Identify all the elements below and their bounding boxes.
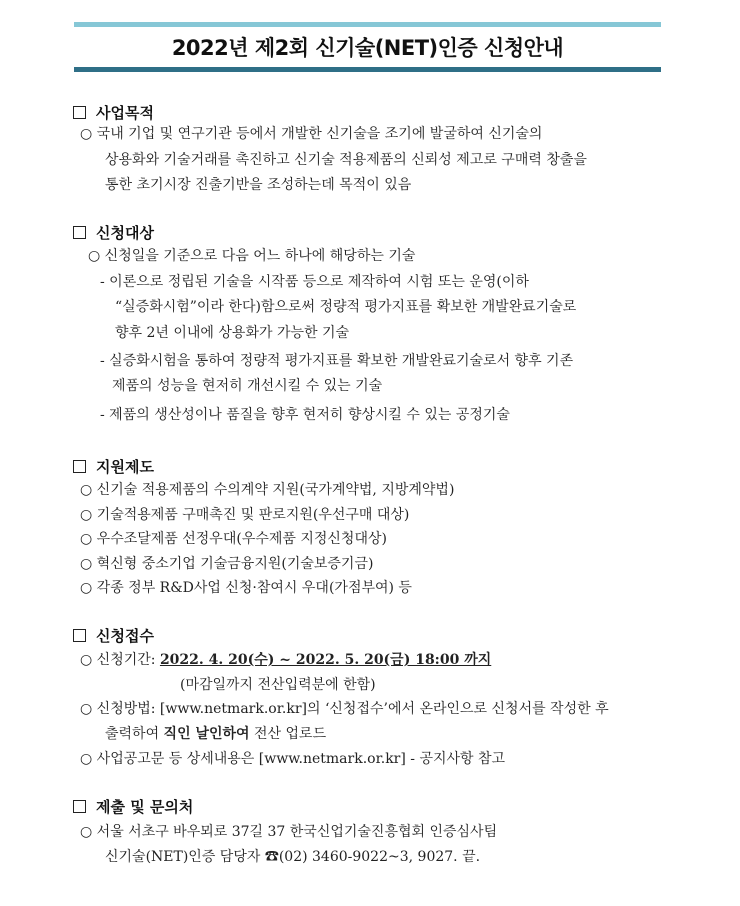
checkbox-square-icon — [73, 106, 86, 119]
page-title: 2022년 제2회 신기술(NET)인증 신청안내 — [171, 36, 564, 60]
method-text-b: 전산 업로드 — [249, 726, 327, 742]
title-bottom-rule — [74, 67, 661, 72]
section-heading-support — [73, 456, 154, 477]
support-item-2: ○ 기술적용제품 구매촉진 및 판로지원(우선구매 대상) — [80, 507, 410, 523]
checkbox-square-icon — [73, 226, 86, 239]
title-banner — [74, 22, 661, 72]
application-period-value: 2022. 4. 20(수) ~ 2022. 5. 20(금) 18:00 까지 — [159, 652, 492, 668]
application-method-line-2 — [105, 724, 326, 744]
application-period — [80, 650, 491, 670]
application-period-note: (마감일까지 전산입력분에 한함) — [180, 677, 376, 693]
method-text-bold: 직인 날인하여 — [163, 726, 250, 742]
support-item-4: ○ 혁신형 중소기업 기술금융지원(기술보증기금) — [80, 556, 374, 572]
section-heading-text: 사업목적 — [96, 104, 154, 122]
purpose-line-1: ○ 국내 기업 및 연구기관 등에서 개발한 신기술을 조기에 발굴하여 신기술의 — [80, 126, 543, 142]
eligibility-item-3: - 제품의 생산성이나 품질을 향후 현저히 향상시킬 수 있는 공정기술 — [100, 407, 510, 423]
section-heading-text: 신청대상 — [96, 224, 154, 242]
checkbox-square-icon — [73, 800, 86, 813]
eligibility-intro: ○ 신청일을 기준으로 다음 어느 하나에 해당하는 기술 — [88, 248, 416, 264]
section-heading-text: 신청접수 — [96, 627, 154, 645]
application-notice: ○ 사업공고문 등 상세내용은 [www.netmark.or.kr] - 공지사항 참고 — [80, 751, 506, 767]
title-top-rule — [74, 22, 661, 27]
section-heading-eligibility — [73, 222, 154, 243]
application-period-label: ○ 신청기간: — [80, 652, 160, 668]
purpose-line-3: 통한 초기시장 진출기반을 조성하는데 목적이 있음 — [105, 177, 412, 193]
application-method-line-1: ○ 신청방법: [www.netmark.or.kr]의 ‘신청접수’에서 온라인으로 신청서를 작성한 후 — [80, 701, 609, 717]
section-heading-text: 지원제도 — [96, 458, 154, 476]
checkbox-square-icon — [73, 460, 86, 473]
eligibility-item-1-line-3: 향후 2년 이내에 상용화가 가능한 기술 — [115, 325, 350, 341]
support-item-1: ○ 신기술 적용제품의 수의계약 지원(국가계약법, 지방계약법) — [80, 482, 455, 498]
section-heading-application — [73, 625, 154, 646]
support-item-3: ○ 우수조달제품 선정우대(우수제품 지정신청대상) — [80, 531, 387, 547]
eligibility-item-2-line-2: 제품의 성능을 현저히 개선시킬 수 있는 기술 — [112, 378, 383, 394]
eligibility-item-2-line-1: - 실증화시험을 통하여 정량적 평가지표를 확보한 개발완료기술로서 향후 기존 — [100, 353, 574, 369]
section-heading-text: 제출 및 문의처 — [96, 798, 194, 816]
eligibility-item-1-line-2: “실증화시험”이라 한다)함으로써 정량적 평가지표를 확보한 개발완료기술로 — [115, 299, 577, 315]
eligibility-item-1-line-1: - 이론으로 정립된 기술을 시작품 등으로 제작하여 시험 또는 운영(이하 — [100, 274, 529, 290]
support-item-5: ○ 각종 정부 R&D사업 신청·참여시 우대(가점부여) 등 — [80, 580, 412, 596]
contact-phone: 신기술(NET)인증 담당자 ☎(02) 3460-9022~3, 9027. 끝. — [105, 849, 481, 865]
method-text-a: 출력하여 — [105, 726, 164, 742]
purpose-line-2: 상용화와 기술거래를 촉진하고 신기술 적용제품의 신뢰성 제고로 구매력 창출을 — [105, 152, 587, 168]
contact-address: ○ 서울 서초구 바우뫼로 37길 37 한국신업기술진흥협회 인증심사팀 — [80, 824, 498, 840]
checkbox-square-icon — [73, 629, 86, 642]
section-heading-purpose — [73, 102, 154, 123]
section-heading-contact — [73, 796, 193, 817]
